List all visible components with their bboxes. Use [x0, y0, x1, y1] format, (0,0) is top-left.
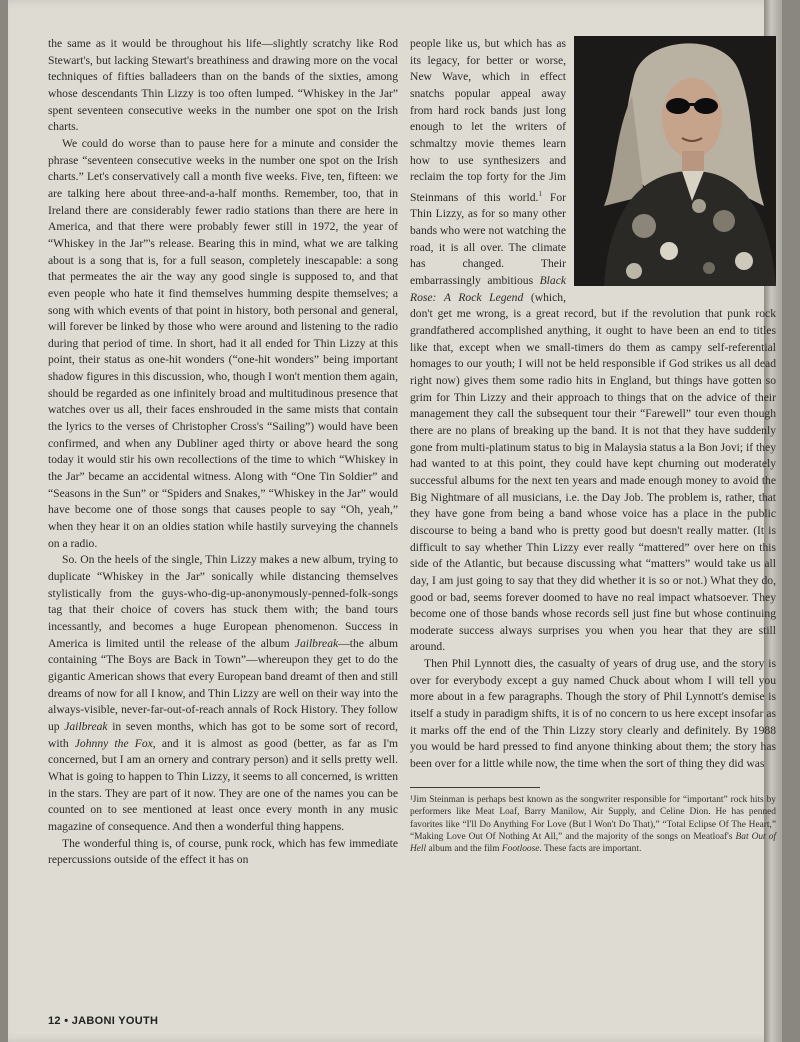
album-title: Jailbreak — [64, 719, 108, 733]
magazine-page — [8, 0, 782, 1042]
paragraph: Then Phil Lynnott dies, the casualty of years of drug use, and the story is over for everybody except a guy named Chuck about whom I will tell you more about in a few paragraphs. Though the story of Phil Lynnott's demise is itself a study in paradigm shifts, it is of no concern to us here except insofar as it marks off the end of the Thin Lizzy story clearly and definitely. By 1988 you would be hard pressed to find anyone thinking about them; the story has been over for a little while now, the time when the sort of thing they did was — [410, 657, 776, 771]
album-title: Johnny the Fox — [74, 736, 153, 750]
paragraph: So. On the heels of the single, Thin Lizzy makes a new album, trying to duplicate “Whiskey in the Jar” sonically while distancing themselves stylistically from the guys-who-dig-up-anonymously-penned-folk-songs tag that their choice of covers has stuck them with; the band tours incessantly, and becomes a huge European phenomenon. Success in America is limited until the release of the album Jailbreak—the album containing “The Boys are Back in Town”—whereupon they get to do the gigantic American shows that every European band dreamt of then and still dreams of now for all I know, and Thin Lizzy are well on their way into the always-visible, never-far-out-of-reach annals of Rock History. They follow up Jailbreak in seven months, which has got to be some sort of record, with Johnny the Fox, and it is almost as good (better, as far as I'm concerned, but I am an ornery and contrary person) and it sells pretty well. What is going to happen to Thin Lizzy, it seems to all concerned, is written in the stars. They are part of it now. They are one of the names you can be counted on to see mentioned at least once every month in any music magazine of consequence. And then a wonderful thing happens. — [48, 553, 399, 833]
footnote: ¹Jim Steinman is perhaps best known as the songwriter responsible for “important” rock hits by performers like Meat Loaf, Barry Manilow, Air Supply, and Celine Dion. He has penned favorites like “I'll Do Anything For Love (But I Won't Do That),” “Total Eclipse Of The Heart,” “Making Love Out Of Nothing At All,” and the majority of the songs on Meatloaf's Bat Out of Hell album and the film Footloose. These facts are important. — [410, 794, 776, 855]
paragraph: people like us, but which has as its legacy, for better or worse, New Wave, which in effect snatchs popular appeal away from hard rock bands just long enough to let the writers of schmaltzy movie themes learn how to use synthesizers and reclaim the top forty for the Jim Steinmans of this world.$^1$ For Thin Lizzy, as for so many other bands who were not watching the road, it is all over. The climate has changed. Their embarrassingly ambitious Black Rose: A Rock Legend (which, don't get me wrong, is a great record, but if the revolution that punk rock grandfathered accomplished anything, it ought to have been an end to titles like that, except when we small-timers do them as campy self-referential homages to our youth; I will not be held responsible if God strikes us all dead right now) gives them some radio hits in England, but things have gotten so grim for Thin Lizzy and their approach to things that on the advice of their management they call the subsequent tour their “Farewell” tour even though there are no plans of breaking up the band. It is not that they have suddenly gone from multi-platinum status to big in Malaysia status a la Bon Jovi; if they had wanted to at this point, they could have kept churning out moderately successful albums for the next ten years and made enough money to avoid the Big Nightmare of all musicians, i.e. the Day Job. The problem is, rather, that they have gone from being a band whose voice has a place in the public discourse to being a band who is pretty good but doesn't really matter. (It is difficult to say whether Thin Lizzy ever really “mattered” over here on this side of the Atlantic, but because discussing what “matters” would take us all day, I am just going to say that they did whether it is so or not.) What they do, good or bad, seems forever doomed to have no real impact whatsoever. They become one of those bands whose records sell just fine but whose continuing moderate success always surprises you when you hear that they are still around. — [410, 37, 776, 654]
album-title: Black Rose: A Rock Legend — [410, 274, 566, 304]
paragraph: We could do worse than to pause here for a minute and consider the phrase “seventeen consecutive weeks in the number one spot on the Irish charts.” Let's conservatively call a month five weeks. Five, ten, fifteen: we are talking here about three-and-a-half months. Remember, too, that in Ireland there are considerably fewer radio stations than there are here in America, and that there were probably fewer still in 1972, the year of “Whiskey in the Jar”'s release. Bearing this in mind, what we are talking about is a song that is, for a full season, completely inescapable: a song that permeates the air the way any good single is supposed to, and that even people who hate it find themselves humming despite themselves; a song with which events of that point in history, both personal and general, will forever be linked by those who were around and listening to the radio during that period of time. In short, had it all ended for Thin Lizzy at this point, their status as one-hit wonders (“one-hit wonders” being important shadow figures in this discussion, who, though I won't mention them again, should be regarded as one infinitely broad and multitudinous presence that watches over us all, their faces enshrouded in the same mists that contain the lyrics to the verses of Christopher Cross's “Sailing”) would have been confirmed, and when any Dubliner aged thirty or above heard the song today it would stir his own recollections of the time to which “Whiskey in the Jar” became an accidental witness. Along with “One Tin Soldier” and “Seasons in the Sun” or “Spiders and Snakes,” “Whiskey in the Jar” would have become one of those songs that causes people to say “Oh, yeah,” when they hear it on an oldies station while hastily surveying the channels on a radio. — [48, 136, 398, 550]
right-column — [410, 36, 776, 856]
footnote-divider — [410, 787, 540, 788]
album-title: Jailbreak — [294, 636, 339, 650]
page-folio: 12 • JABONI YOUTH — [48, 1015, 159, 1027]
band-member-photo — [574, 36, 776, 286]
footnote-marker: 1 — [538, 189, 542, 198]
left-column — [48, 36, 398, 869]
paragraph: the same as it would be throughout his life—slightly scratchy like Rod Stewart's, but lacking Stewart's breathiness and drawing more on the vocal techniques of fifties balladeers than on the bands of the sixties, among whose descendants Thin Lizzy is too often lumped. “Whiskey in the Jar” spent seventeen consecutive weeks in the number one spot on the Irish charts. — [48, 37, 398, 134]
portrait-image — [574, 36, 776, 286]
paragraph: The wonderful thing is, of course, punk rock, which has few immediate repercussions outside of the effect it has on — [48, 836, 398, 867]
